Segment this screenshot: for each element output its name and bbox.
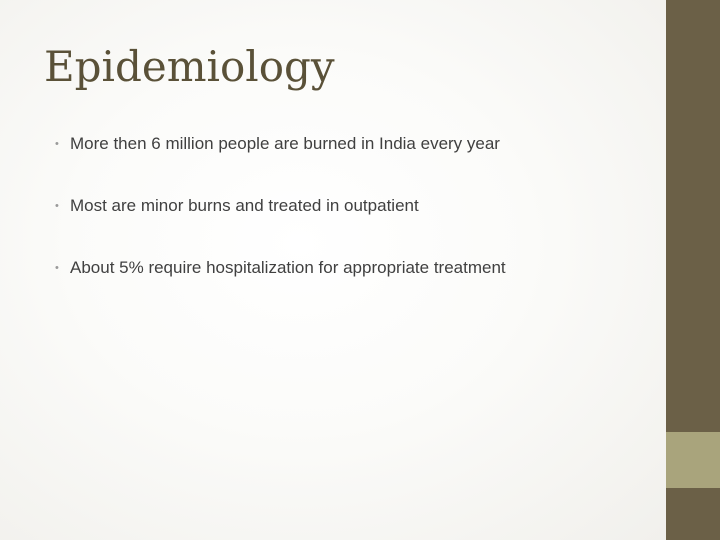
bullet-item xyxy=(52,192,652,254)
bullet-text: Most are minor burns and treated in outpatient xyxy=(70,196,419,215)
bullet-item xyxy=(52,130,652,192)
bullet-dot-icon: • xyxy=(55,200,59,212)
bullet-dot-icon: • xyxy=(55,262,59,274)
bullet-text: More then 6 million people are burned in India every year xyxy=(70,134,500,153)
slide-title: Epidemiology xyxy=(44,42,335,91)
bullet-item xyxy=(52,254,652,316)
bullet-dot-icon: • xyxy=(55,138,59,150)
sidebar-accent-block xyxy=(666,432,720,488)
bullet-list xyxy=(52,130,652,316)
bullet-text: About 5% require hospitalization for appropriate treatment xyxy=(70,258,506,277)
